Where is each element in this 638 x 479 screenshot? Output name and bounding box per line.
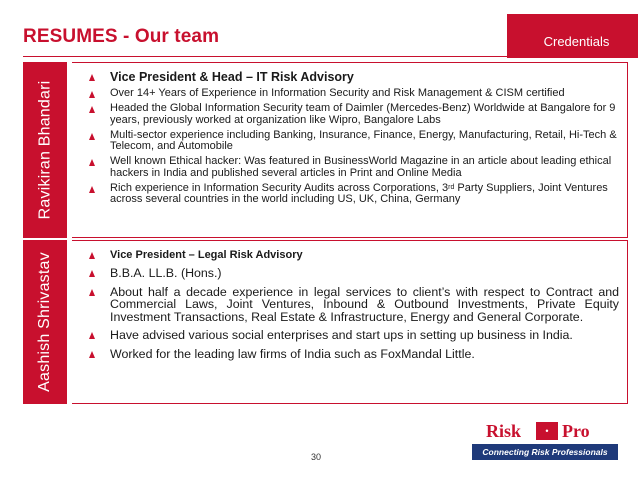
page-title: RESUMES - Our team (23, 26, 220, 47)
triangle-bullet-icon (89, 159, 95, 166)
triangle-bullet-icon (89, 74, 95, 81)
resume-bullet (89, 183, 619, 206)
resume-bullet-text: Well known Ethical hacker: Was featured in BusinessWorld Magazine in an article about leading ethical hackers in India and published several articles in Print and Online Media (110, 155, 612, 179)
person-name-tab (23, 240, 67, 404)
resume-heading (89, 70, 619, 84)
resume-bullet-text: Have advised various social enterprises and start ups in setting up business in India. (110, 328, 573, 343)
credentials-tab-label: Credentials (543, 33, 610, 49)
resume-bullet-text: B.B.A. LL.B. (Hons.) (110, 266, 222, 280)
triangle-bullet-icon (89, 351, 95, 358)
resume-bullet-text: Worked for the leading law firms of India such as FoxMandal Little. (110, 346, 475, 361)
resume-bullet-text: Over 14+ Years of Experience in Information Security and Risk Management & CISM certified (110, 87, 565, 99)
triangle-bullet-icon (89, 106, 95, 113)
logo-word-risk: Risk (486, 421, 522, 441)
resume-box (72, 62, 628, 238)
resume-bullet (89, 156, 619, 179)
page-number: 30 (311, 452, 322, 462)
logo-separator-icon: • (536, 422, 558, 440)
triangle-bullet-icon (89, 270, 95, 277)
resume-bullet-text: Multi-sector experience including Banking, Insurance, Finance, Energy, Manufacturing, Retail, Hi-Tech & Telecom, and Automobile (110, 128, 617, 152)
resume-box (72, 240, 628, 404)
logo-word-pro: Pro (562, 421, 590, 441)
ordinal-suffix: rd (448, 183, 455, 191)
triangle-bullet-icon (89, 252, 95, 259)
resume-bullet-text-start: Rich experience in Information Security Audits across Corporations, 3 (110, 181, 449, 194)
person-name: Ravikiran Bhandari (36, 80, 53, 220)
title-divider (23, 56, 627, 57)
resume-bullet-list (89, 249, 619, 367)
resume-bullet (89, 286, 619, 324)
logo-wordmark (474, 420, 616, 442)
person-name-tab (23, 62, 67, 238)
resume-bullet-text-end: Party Suppliers, Joint Ventures across several countries in the world including US, UK, China, Germany (110, 181, 608, 205)
triangle-bullet-icon (89, 186, 95, 193)
resume-bullet (89, 130, 619, 153)
credentials-tab (507, 14, 638, 58)
risk-pro-logo (472, 420, 618, 464)
resume-bullet (89, 329, 619, 342)
triangle-bullet-icon (89, 133, 95, 140)
resume-heading (89, 249, 619, 262)
resume-bullet (89, 88, 619, 100)
resume-bullet (89, 267, 619, 280)
triangle-bullet-icon (89, 91, 95, 98)
resume-bullet (89, 348, 619, 361)
resume-heading-text: Vice President & Head – IT Risk Advisory (110, 70, 354, 84)
person-name: Aashish Shrivastav (36, 252, 54, 392)
logo-tagline: Connecting Risk Professionals (472, 444, 618, 460)
triangle-bullet-icon (89, 289, 95, 296)
resume-bullet-list (89, 70, 619, 209)
resume-bullet (89, 103, 619, 126)
resume-bullet-text: Headed the Global Information Security team of Daimler (Mercedes-Benz) Worldwide at Bangalore for 9 years, previously worked at organization like Wipro, Bangalore Labs (110, 102, 616, 126)
triangle-bullet-icon (89, 332, 95, 339)
resume-heading-text: Vice President – Legal Risk Advisory (110, 249, 303, 261)
resume-bullet-text: About half a decade experience in legal services to client’s with respect to Contract and Commercial Laws, Joint Ventures, Inbound & Outbound Investments, Private Equity Investment Transactions, Real Estate & Infrastructure, Energy and General Corporate. (110, 284, 619, 324)
